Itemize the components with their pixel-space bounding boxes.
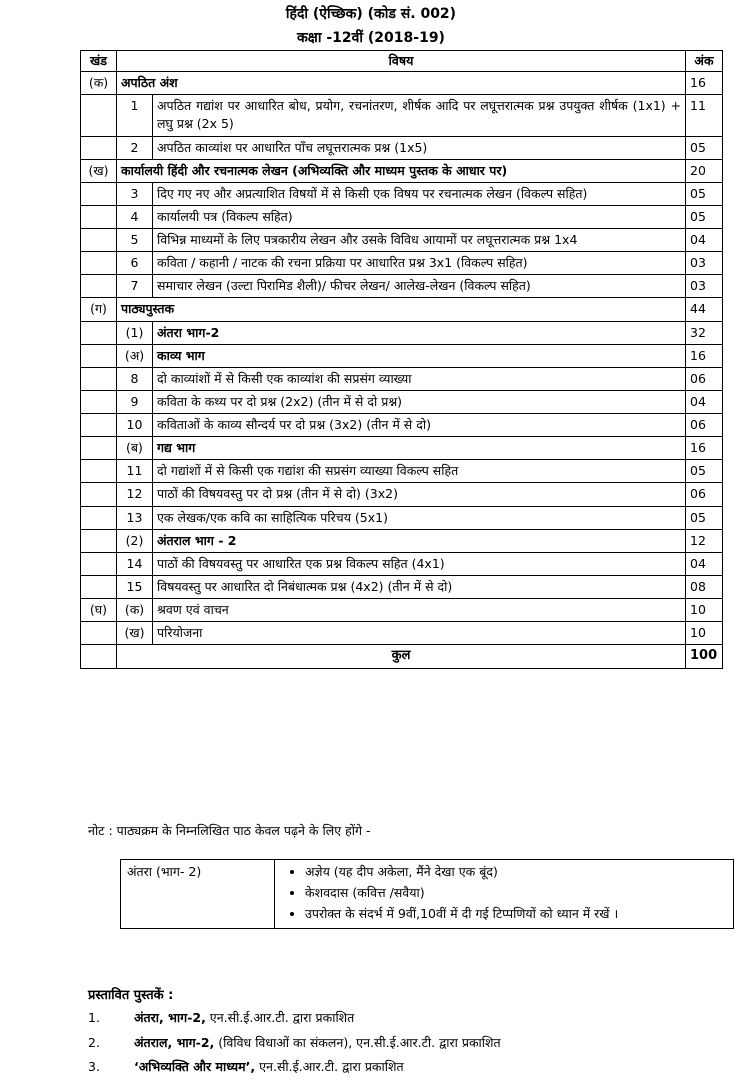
- row-text: दो गद्यांशों में से किसी एक गद्यांश की सप्रसंग व्याख्या विकल्प सहित: [153, 460, 686, 483]
- table-row: [81, 72, 723, 95]
- list-item: • उपरोक्त के संदर्भ में 9वीं,10वीं में दी गई टिप्पणियों को ध्यान में रखें ।: [305, 905, 727, 924]
- row-number: (1): [117, 321, 153, 344]
- header-section: खंड: [81, 51, 117, 72]
- row-section: [81, 390, 117, 413]
- row-marks: 03: [686, 275, 723, 298]
- row-text: पाठों की विषयवस्तु पर आधारित एक प्रश्न विकल्प सहित (4x1): [153, 552, 686, 575]
- row-section: [81, 95, 117, 136]
- row-number: 10: [117, 414, 153, 437]
- row-text: अंतरा भाग-2: [153, 321, 686, 344]
- row-marks: 20: [686, 159, 723, 182]
- page-title: हिंदी (ऐच्छिक) (कोड सं. 002): [285, 6, 457, 22]
- row-section: (ख): [81, 159, 117, 182]
- row-section: [81, 136, 117, 159]
- row-section: [81, 506, 117, 529]
- row-text: कार्यालयी हिंदी और रचनात्मक लेखन (अभिव्यक्ति और माध्यम पुस्तक के आधार पर): [117, 159, 686, 182]
- table-row: [81, 229, 723, 252]
- row-section: [81, 344, 117, 367]
- row-marks: 05: [686, 182, 723, 205]
- table-row: [81, 367, 723, 390]
- row-section: (ग): [81, 298, 117, 321]
- list-item: • केशवदास (कवित्त /सवैया): [305, 884, 727, 903]
- row-number: (ख): [117, 622, 153, 645]
- table-row: [81, 298, 723, 321]
- table-row: [81, 622, 723, 645]
- table-row: [81, 182, 723, 205]
- row-number: 12: [117, 483, 153, 506]
- row-text: श्रवण एवं वाचन: [153, 599, 686, 622]
- table-row: [81, 506, 723, 529]
- row-text: कविता के कथ्य पर दो प्रश्न (2x2) (तीन में से दो प्रश्न): [153, 390, 686, 413]
- books-heading: प्रस्तावित पुस्तकें :: [88, 988, 174, 1003]
- row-marks: 10: [686, 622, 723, 645]
- row-text: अपठित गद्यांश पर आधारित बोध, प्रयोग, रचनांतरण, शीर्षक आदि पर लघूत्तरात्मक प्रश्न उपयुक्त शीर्षक (1x1) + लघु प्रश्न (2x 5): [153, 95, 686, 136]
- row-section: [81, 437, 117, 460]
- row-number: (ब): [117, 437, 153, 460]
- row-number: 13: [117, 506, 153, 529]
- row-section: [81, 252, 117, 275]
- row-section: [81, 367, 117, 390]
- page-subtitle: कक्षा -12वीं (2018-19): [297, 30, 445, 46]
- row-number: 8: [117, 367, 153, 390]
- total-marks: 100: [686, 645, 723, 669]
- row-marks: 32: [686, 321, 723, 344]
- row-section: (घ): [81, 599, 117, 622]
- row-number: 7: [117, 275, 153, 298]
- book-item: 2. अंतराल, भाग-2, (विविध विधाओं का संकलन), एन.सी.ई.आर.टी. द्वारा प्रकाशित: [88, 1035, 501, 1050]
- row-text: अपठित अंश: [117, 72, 686, 95]
- table-row: [81, 321, 723, 344]
- row-marks: 08: [686, 575, 723, 598]
- table-row: [81, 460, 723, 483]
- row-marks: 12: [686, 529, 723, 552]
- table-row: [81, 95, 723, 136]
- row-number: 11: [117, 460, 153, 483]
- row-marks: 03: [686, 252, 723, 275]
- row-marks: 05: [686, 136, 723, 159]
- row-text: पाठों की विषयवस्तु पर दो प्रश्न (तीन में से दो) (3x2): [153, 483, 686, 506]
- row-number: 3: [117, 182, 153, 205]
- row-section: [81, 182, 117, 205]
- row-marks: 16: [686, 437, 723, 460]
- row-marks: 16: [686, 72, 723, 95]
- row-marks: 06: [686, 483, 723, 506]
- row-section: [81, 229, 117, 252]
- table-row: [81, 552, 723, 575]
- row-number: 9: [117, 390, 153, 413]
- table-row: [81, 529, 723, 552]
- row-text: अपठित काव्यांश पर आधारित पाँच लघूत्तरात्मक प्रश्न (1x5): [153, 136, 686, 159]
- row-number: 15: [117, 575, 153, 598]
- row-number: 4: [117, 205, 153, 228]
- row-section: (क): [81, 72, 117, 95]
- row-number: 14: [117, 552, 153, 575]
- row-section: [81, 414, 117, 437]
- row-marks: 05: [686, 506, 723, 529]
- row-marks: 11: [686, 95, 723, 136]
- note-text: नोट : पाठ्यक्रम के निम्नलिखित पाठ केवल पढ़ने के लिए होंगे -: [88, 823, 371, 838]
- row-number: 2: [117, 136, 153, 159]
- row-marks: 10: [686, 599, 723, 622]
- header-marks: अंक: [686, 51, 723, 72]
- row-marks: 04: [686, 229, 723, 252]
- row-section: [81, 529, 117, 552]
- row-section: [81, 275, 117, 298]
- table-row: [81, 205, 723, 228]
- row-number: (2): [117, 529, 153, 552]
- table-row: [81, 344, 723, 367]
- total-row: [81, 645, 723, 669]
- list-item: • अज्ञेय (यह दीप अकेला, मैंने देखा एक बूंद): [305, 863, 727, 882]
- row-marks: 06: [686, 367, 723, 390]
- syllabus-table: [80, 50, 723, 669]
- row-marks: 06: [686, 414, 723, 437]
- row-marks: 05: [686, 460, 723, 483]
- row-text: कविता / कहानी / नाटक की रचना प्रक्रिया पर आधारित प्रश्न 3x1 (विकल्प सहित): [153, 252, 686, 275]
- row-number: 6: [117, 252, 153, 275]
- row-text: दिए गए नए और अप्रत्याशित विषयों में से किसी एक विषय पर रचनात्मक लेखन (विकल्प सहित): [153, 182, 686, 205]
- table-row: [81, 159, 723, 182]
- row-text: परियोजना: [153, 622, 686, 645]
- book-item: 3. ‘अभिव्यक्ति और माध्यम’, एन.सी.ई.आर.टी. द्वारा प्रकाशित: [88, 1059, 404, 1074]
- book-item: 1. अंतरा, भाग-2, एन.सी.ई.आर.टी. द्वारा प्रकाशित: [88, 1010, 355, 1025]
- row-text: पाठ्यपुस्तक: [117, 298, 686, 321]
- row-section: [81, 552, 117, 575]
- row-marks: 05: [686, 205, 723, 228]
- row-text: दो काव्यांशों में से किसी एक काव्यांश की सप्रसंग व्याख्या: [153, 367, 686, 390]
- row-marks: 16: [686, 344, 723, 367]
- row-text: काव्य भाग: [153, 344, 686, 367]
- table-row: [81, 136, 723, 159]
- row-text: समाचार लेखन (उल्टा पिरामिड शैली)/ फीचर लेखन/ आलेख-लेखन (विकल्प सहित): [153, 275, 686, 298]
- row-number: 1: [117, 95, 153, 136]
- table-row: [81, 275, 723, 298]
- header-subject: विषय: [117, 51, 686, 72]
- row-section: [81, 575, 117, 598]
- row-number: (अ): [117, 344, 153, 367]
- row-section: [81, 460, 117, 483]
- table-row: [81, 575, 723, 598]
- row-section: [81, 205, 117, 228]
- row-text: कार्यालयी पत्र (विकल्प सहित): [153, 205, 686, 228]
- total-label: कुल: [117, 645, 686, 669]
- row-marks: 44: [686, 298, 723, 321]
- row-text: अंतराल भाग - 2: [153, 529, 686, 552]
- row-text: विभिन्न माध्यमों के लिए पत्रकारीय लेखन और उसके विविध आयामों पर लघूत्तरात्मक प्रश्न 1x4: [153, 229, 686, 252]
- row-text: विषयवस्तु पर आधारित दो निबंधात्मक प्रश्न (4x2) (तीन में से दो): [153, 575, 686, 598]
- row-section: [81, 483, 117, 506]
- reading-only-table: [120, 859, 734, 929]
- row-text: गद्य भाग: [153, 437, 686, 460]
- row-number: 5: [117, 229, 153, 252]
- table-header-row: [81, 51, 723, 72]
- table-row: [81, 252, 723, 275]
- reading-list: [275, 860, 734, 929]
- row-number: (क): [117, 599, 153, 622]
- row-section: [81, 622, 117, 645]
- table-row: [81, 483, 723, 506]
- table-row: [81, 599, 723, 622]
- row-marks: 04: [686, 552, 723, 575]
- table-row: [81, 390, 723, 413]
- table-row: [81, 414, 723, 437]
- reading-book: अंतरा (भाग- 2): [121, 860, 275, 929]
- row-section: [81, 321, 117, 344]
- row-text: कविताओं के काव्य सौन्दर्य पर दो प्रश्न (3x2) (तीन में से दो): [153, 414, 686, 437]
- row-marks: 04: [686, 390, 723, 413]
- table-row: [81, 437, 723, 460]
- row-text: एक लेखक/एक कवि का साहित्यिक परिचय (5x1): [153, 506, 686, 529]
